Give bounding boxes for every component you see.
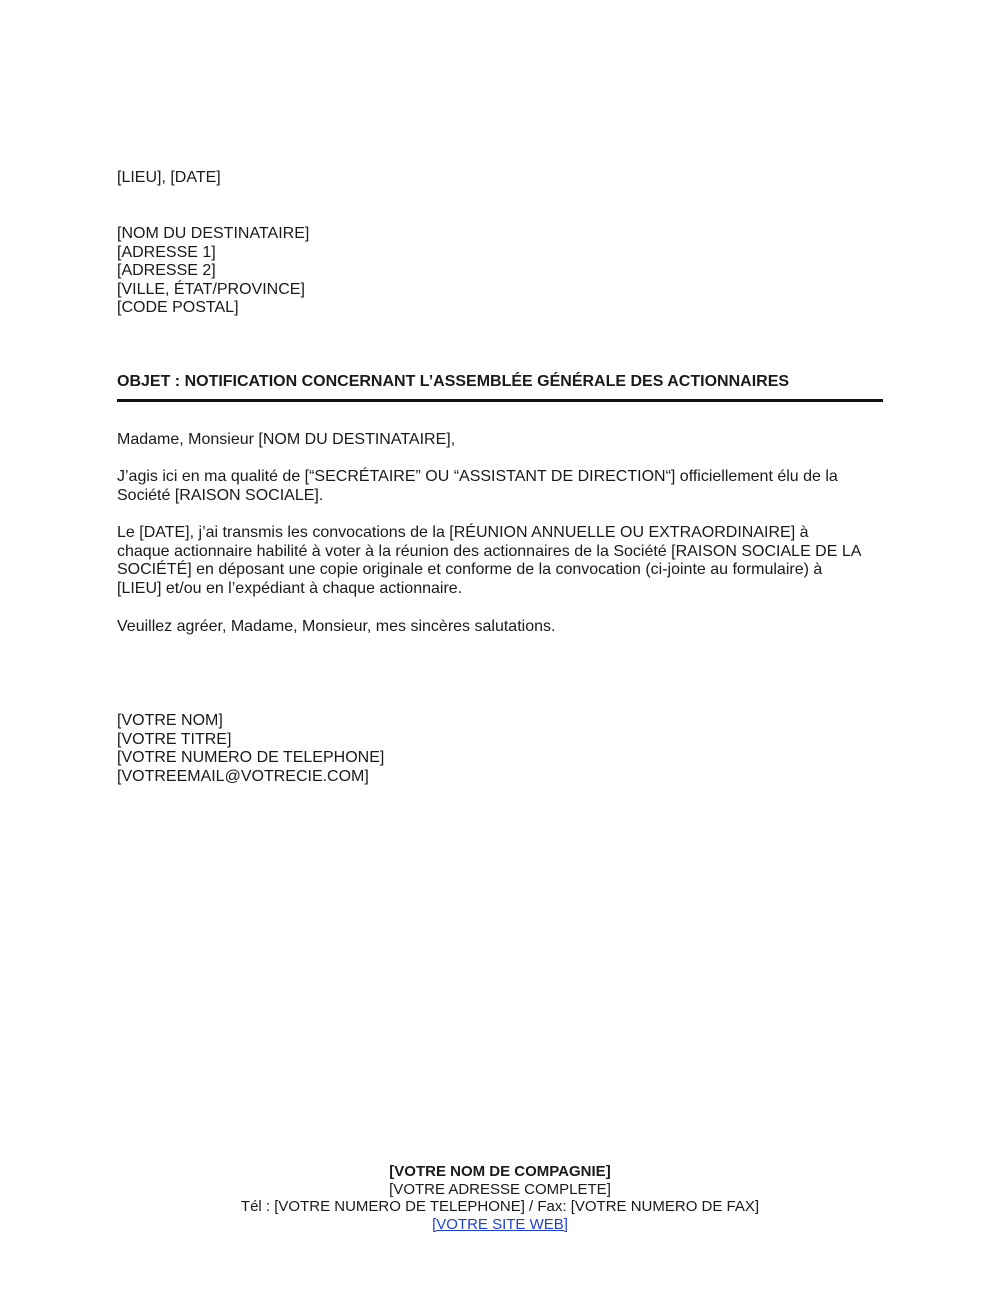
- recipient-postal-code: [CODE POSTAL]: [117, 299, 239, 317]
- signature-block: [117, 712, 883, 786]
- letterhead-footer: [0, 1163, 1000, 1233]
- paragraph-line: Société [RAISON SOCIALE].: [117, 486, 324, 504]
- closing-block: [117, 618, 883, 637]
- signature-title: [VOTRE TITRE]: [117, 730, 232, 748]
- body-paragraph-2: [117, 524, 883, 598]
- footer-address: [VOTRE ADRESSE COMPLETE]: [389, 1180, 611, 1198]
- paragraph-line: [LIEU] et/ou en l’expédiant à chaque actionnaire.: [117, 579, 463, 597]
- paragraph-line: chaque actionnaire habilité à voter à la réunion des actionnaires de la Société [RAISON SOCIALE DE LA: [117, 542, 862, 560]
- signature-phone: [VOTRE NUMERO DE TELEPHONE]: [117, 749, 385, 767]
- footer-contact: Tél : [VOTRE NUMERO DE TELEPHONE] / Fax: [VOTRE NUMERO DE FAX]: [240, 1198, 760, 1215]
- place-date-block: [117, 169, 883, 188]
- place-date: [LIEU], [DATE]: [117, 169, 221, 186]
- closing-formula: Veuillez agréer, Madame, Monsieur, mes sincères salutations.: [117, 618, 556, 635]
- footer-company-name: [VOTRE NOM DE COMPAGNIE]: [389, 1163, 611, 1180]
- recipient-address-block: [117, 225, 883, 318]
- subject-line: OBJET : NOTIFICATION CONCERNANT L’ASSEMBLÉE GÉNÉRALE DES ACTIONNAIRES: [117, 373, 790, 390]
- signature-name: [VOTRE NOM]: [117, 712, 223, 729]
- paragraph-line: Le [DATE], j’ai transmis les convocations de la [RÉUNION ANNUELLE OU EXTRAORDINAIRE] à: [117, 524, 809, 541]
- salutation-block: [117, 431, 883, 450]
- paragraph-line: SOCIÉTÉ] en déposant une copie originale et conforme de la convocation (ci-jointe au formulaire) à: [117, 561, 823, 579]
- footer-website-link[interactable]: [VOTRE SITE WEB]: [432, 1215, 568, 1233]
- recipient-city-state: [VILLE, ÉTAT/PROVINCE]: [117, 280, 305, 298]
- subject-divider: [117, 399, 883, 402]
- body-paragraph-1: [117, 468, 883, 505]
- recipient-address-2: [ADRESSE 2]: [117, 262, 216, 280]
- signature-email: [VOTREEMAIL@VOTRECIE.COM]: [117, 767, 369, 785]
- paragraph-line: J’agis ici en ma qualité de [“SECRÉTAIRE” OU “ASSISTANT DE DIRECTION“] officiellement élu de la: [117, 468, 838, 485]
- salutation: Madame, Monsieur [NOM DU DESTINATAIRE],: [117, 431, 456, 448]
- recipient-address-1: [ADRESSE 1]: [117, 243, 216, 261]
- recipient-name: [NOM DU DESTINATAIRE]: [117, 225, 310, 242]
